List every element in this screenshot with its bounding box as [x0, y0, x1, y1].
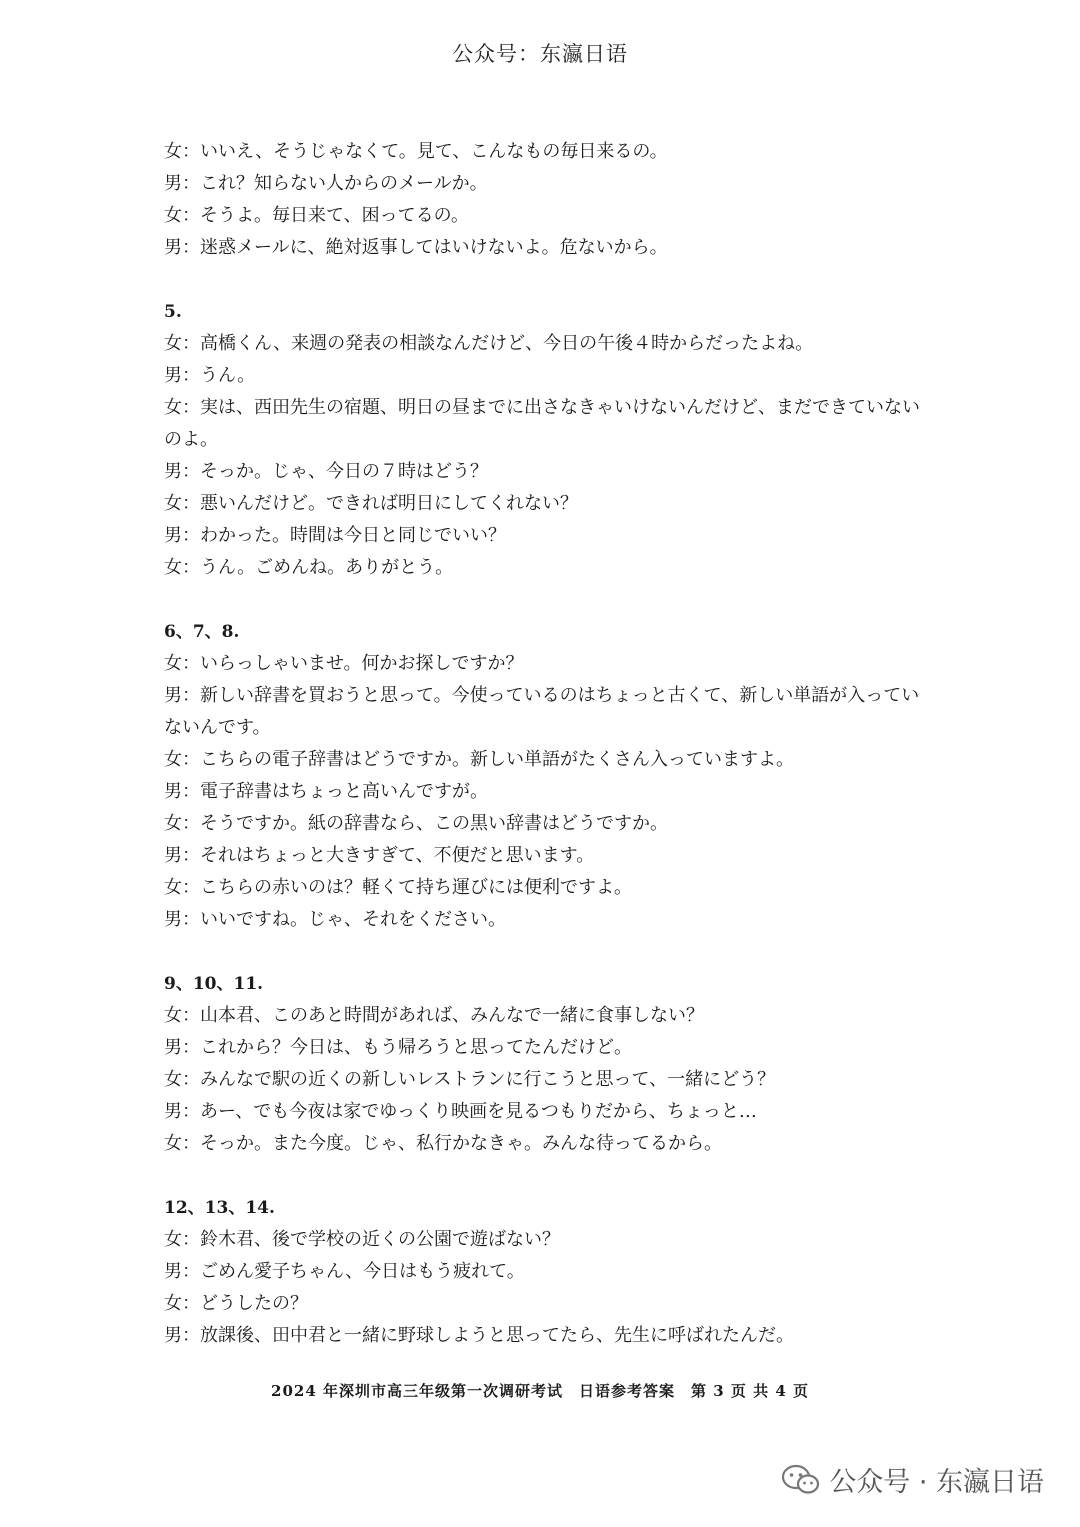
dialogue-line: 女：みんなで駅の近くの新しいレストランに行こうと思って、一緒にどう？	[164, 1069, 776, 1090]
dialogue-line: 男：放課後、田中君と一緒に野球しようと思ってたら、先生に呼ばれたんだ。	[164, 1325, 794, 1346]
dialogue-section-4	[164, 136, 934, 264]
dialogue-line: 女：こちらの赤いのは？軽くて持ち運びには便利ですよ。	[164, 877, 632, 898]
dialogue-line: 男：ごめん愛子ちゃん、今日はもう疲れて。	[164, 1261, 525, 1282]
dialogue-line: 女：こちらの電子辞書はどうですか。新しい単語がたくさん入っていますよ。	[164, 749, 794, 770]
dialogue-line: 女：鈴木君、後で学校の近くの公園で遊ばない？	[164, 1229, 560, 1250]
page-header: 公众号：东瀛日语	[452, 42, 628, 66]
dialogue-line: 男：そっか。じゃ、今日の７時はどう？	[164, 461, 488, 482]
dialogue-line: 男：新しい辞書を買おうと思って。今使っているのはちょっと古くて、新しい単語が入っていないんです。	[164, 685, 920, 738]
dialogue-section-9-10-11	[164, 968, 934, 1160]
watermark	[781, 1460, 1044, 1499]
dialogue-section-12-13-14	[164, 1192, 934, 1352]
dialogue-line: 男：わかった。時間は今日と同じでいい？	[164, 525, 506, 546]
dialogue-line: 女：うん。ごめんね。ありがとう。	[164, 557, 454, 578]
dialogue-section-6-7-8	[164, 616, 934, 936]
dialogue-line: 男：いいですね。じゃ、それをください。	[164, 909, 506, 930]
dialogue-line: 男：それはちょっと大きすぎて、不便だと思います。	[164, 845, 595, 866]
document-body	[164, 136, 934, 1384]
section-number: 12、13、14.	[164, 1198, 275, 1218]
dialogue-line: 女：そうよ。毎日来て、困ってるの。	[164, 205, 469, 226]
dialogue-line: 男：これから？今日は、もう帰ろうと思ってたんだけど。	[164, 1037, 632, 1058]
dialogue-section-5	[164, 296, 934, 584]
dialogue-line: 女：実は、西田先生の宿題、明日の昼までに出さなきゃいけないんだけど、まだできていないのよ。	[164, 397, 920, 450]
dialogue-line: 女：どうしたの？	[164, 1293, 308, 1314]
dialogue-line: 女：そうですか。紙の辞書なら、この黒い辞書はどうですか。	[164, 813, 668, 834]
dialogue-line: 女：いいえ、そうじゃなくて。見て、こんなもの毎日来るの。	[164, 141, 668, 162]
section-number: 6、7、8.	[164, 622, 240, 642]
watermark-text: 公众号 · 东瀛日语	[829, 1467, 1044, 1498]
dialogue-line: 女：悪いんだけど。できれば明日にしてくれない？	[164, 493, 578, 514]
dialogue-line: 女：高橋くん、来週の発表の相談なんだけど、今日の午後４時からだったよね。	[164, 333, 814, 354]
page-footer: 2024 年深圳市高三年级第一次调研考试 日语参考答案 第 3 页 共 4 页	[271, 1382, 809, 1400]
dialogue-line: 女：山本君、このあと時間があれば、みんなで一緒に食事しない？	[164, 1005, 704, 1026]
section-number: 5.	[164, 302, 182, 322]
dialogue-line: 男：電子辞書はちょっと高いんですが。	[164, 781, 488, 802]
dialogue-line: 男：うん。	[164, 365, 256, 386]
dialogue-line: 女：そっか。また今度。じゃ、私行かなきゃ。みんな待ってるから。	[164, 1133, 722, 1154]
section-number: 9、10、11.	[164, 974, 264, 994]
dialogue-line: 男：迷惑メールに、絶対返事してはいけないよ。危ないから。	[164, 237, 668, 258]
wechat-icon	[781, 1464, 821, 1496]
dialogue-line: 男：これ？知らない人からのメールか。	[164, 173, 488, 194]
dialogue-line: 女：いらっしゃいませ。何かお探しですか？	[164, 653, 524, 674]
dialogue-line: 男：あー、でも今夜は家でゆっくり映画を見るつもりだから、ちょっと…	[164, 1101, 757, 1122]
